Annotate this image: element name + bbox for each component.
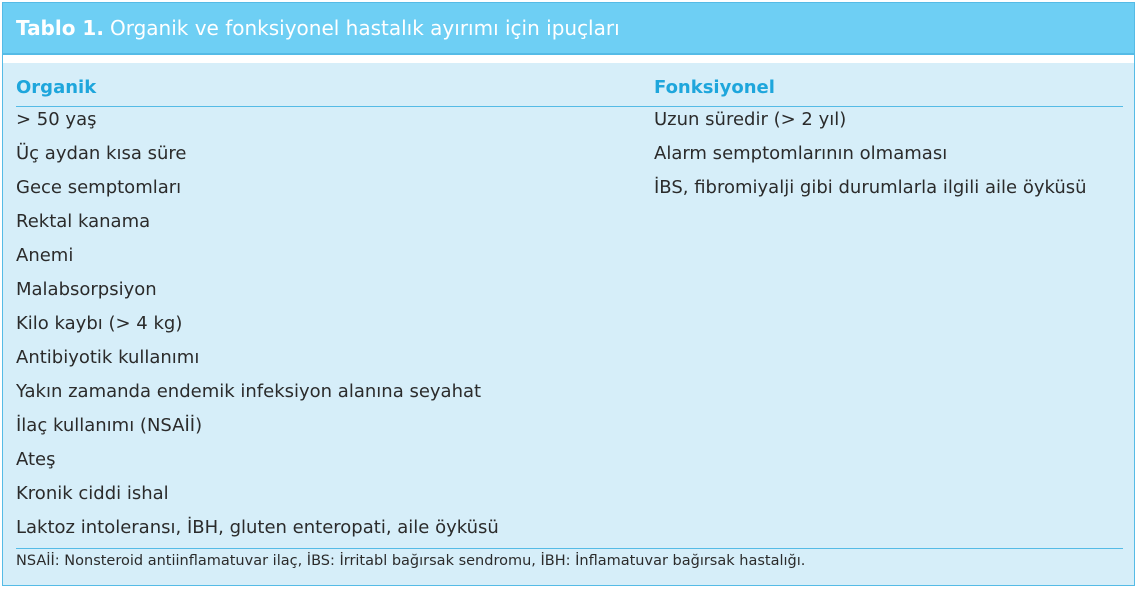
organic-item: Antibiyotik kullanımı (16, 347, 200, 368)
organic-item: Yakın zamanda endemik infeksiyon alanına seyahat (16, 381, 482, 402)
table-container (2, 2, 1135, 586)
functional-list (654, 103, 1124, 205)
organic-item: Üç aydan kısa süre (16, 143, 187, 164)
caption-spacer (3, 55, 1134, 63)
organic-item: İlaç kullanımı (NSAİİ) (16, 415, 203, 436)
functional-item: Alarm semptomlarının olmaması (654, 143, 948, 164)
organic-item: Gece semptomları (16, 177, 182, 198)
footnote-divider (16, 548, 1123, 549)
organic-item: Ateş (16, 449, 56, 470)
table-body (3, 63, 1134, 585)
column-heading-functional: Fonksiyonel (654, 77, 775, 98)
organic-item: Malabsorpsiyon (16, 279, 157, 300)
functional-item: İBS, fibromiyalji gibi durumlarla ilgili aile öyküsü (654, 177, 1087, 198)
organic-list (16, 103, 636, 545)
table-label: Tablo 1. (16, 16, 104, 40)
column-heading-organic: Organik (16, 77, 97, 98)
organic-item: Laktoz intoleransı, İBH, gluten enteropati, aile öyküsü (16, 517, 499, 538)
organic-item: Anemi (16, 245, 74, 266)
organic-item: Kronik ciddi ishal (16, 483, 169, 504)
table-title: Organik ve fonksiyonel hastalık ayırımı için ipuçları (109, 16, 620, 40)
organic-item: Kilo kaybı (> 4 kg) (16, 313, 183, 334)
organic-item: Rektal kanama (16, 211, 151, 232)
functional-item: Uzun süredir (> 2 yıl) (654, 109, 847, 130)
table-footnote: NSAİİ: Nonsteroid antiinflamatuvar ilaç, İBS: İrritabl bağırsak sendromu, İBH: İnflamatuvar bağırsak hastalığı. (16, 553, 806, 569)
organic-item: > 50 yaş (16, 109, 97, 130)
table-caption (3, 3, 1134, 55)
